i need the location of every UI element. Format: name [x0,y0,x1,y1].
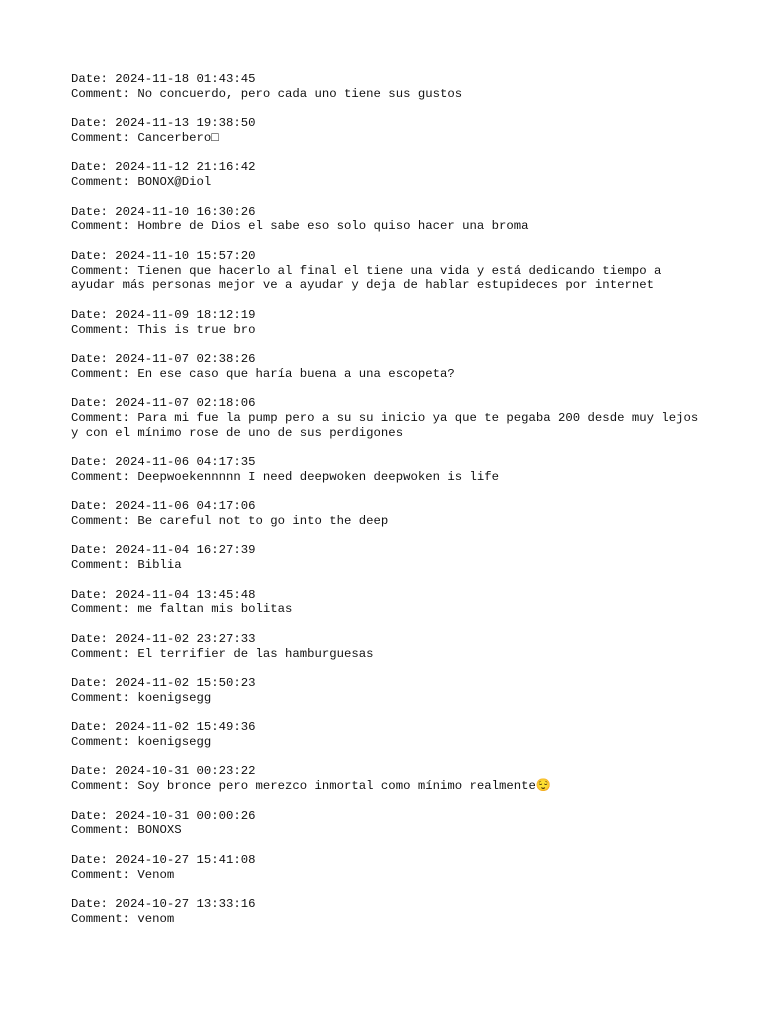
comment-entry [71,897,711,927]
comment-entry [71,455,711,485]
comment-text: Comment: Cancerbero□ [71,130,219,145]
comment-entry [71,249,711,293]
comment-entry [71,396,711,440]
comment-entry [71,116,711,146]
comment-date: Date: 2024-11-02 23:27:33 [71,631,256,646]
comment-text: Comment: Deepwoekennnnn I need deepwoken deepwoken is life [71,469,500,484]
comment-date: Date: 2024-11-04 13:45:48 [71,587,256,602]
comment-entry [71,160,711,190]
comment-date: Date: 2024-11-09 18:12:19 [71,307,256,322]
comment-entry [71,543,711,573]
comment-date: Date: 2024-11-07 02:38:26 [71,351,256,366]
comment-date: Date: 2024-11-04 16:27:39 [71,543,256,558]
comment-entry [71,676,711,706]
comment-date: Date: 2024-11-18 01:43:45 [71,72,256,86]
comment-entry [71,352,711,382]
comment-date: Date: 2024-11-13 19:38:50 [71,116,256,131]
comment-date: Date: 2024-11-12 21:16:42 [71,160,256,175]
comment-text: Comment: Hombre de Dios el sabe eso solo quiso hacer una broma [71,219,529,234]
comment-entry [71,588,711,618]
comment-entry [71,308,711,338]
comment-entry [71,764,711,794]
comment-text: Comment: No concuerdo, pero cada uno tiene sus gustos [71,86,463,101]
comment-date: Date: 2024-10-31 00:00:26 [71,808,256,823]
comment-text: Comment: El terrifier de las hamburguesas [71,646,374,661]
comment-text: Comment: venom [71,911,175,926]
comment-entry [71,809,711,839]
comment-text: Comment: Be careful not to go into the deep [71,514,389,529]
comment-entry [71,205,711,235]
comment-text: Comment: Soy bronce pero merezco inmortal como mínimo realmente😌 [71,779,552,794]
comment-entry [71,720,711,750]
comment-entry [71,632,711,662]
comment-entry [71,499,711,529]
comment-date: Date: 2024-11-07 02:18:06 [71,396,256,411]
comment-date: Date: 2024-11-10 16:30:26 [71,204,256,219]
comment-text: Comment: Tienen que hacerlo al final el tiene una vida y está dedicando tiempo a ayudar más personas mejor ve a ayudar y deja de hablar estupideces por internet [71,263,669,293]
comment-text: Comment: Para mi fue la pump pero a su su inicio ya que te pegaba 200 desde muy lejos y con el mínimo rose de uno de sus perdigones [71,410,706,440]
comment-text: Comment: En ese caso que haría buena a una escopeta? [71,366,455,381]
comment-entry [71,853,711,883]
comment-date: Date: 2024-11-06 04:17:06 [71,499,256,514]
comment-date: Date: 2024-10-27 15:41:08 [71,852,256,867]
comment-text: Comment: me faltan mis bolitas [71,602,293,617]
comment-date: Date: 2024-10-31 00:23:22 [71,764,256,779]
comment-text: Comment: koenigsegg [71,735,212,750]
comment-entry [71,72,711,102]
comment-date: Date: 2024-11-02 15:49:36 [71,720,256,735]
comment-text: Comment: Venom [71,867,175,882]
comment-text: Comment: Biblia [71,558,182,573]
comment-text: Comment: This is true bro [71,322,256,337]
comment-date: Date: 2024-11-02 15:50:23 [71,676,256,691]
comment-text: Comment: BONOX@Diol [71,175,212,190]
comment-text: Comment: koenigsegg [71,690,212,705]
comment-date: Date: 2024-11-10 15:57:20 [71,248,256,263]
comment-log [71,72,711,941]
comment-date: Date: 2024-11-06 04:17:35 [71,455,256,470]
comment-text: Comment: BONOXS [71,823,182,838]
comment-date: Date: 2024-10-27 13:33:16 [71,896,256,911]
